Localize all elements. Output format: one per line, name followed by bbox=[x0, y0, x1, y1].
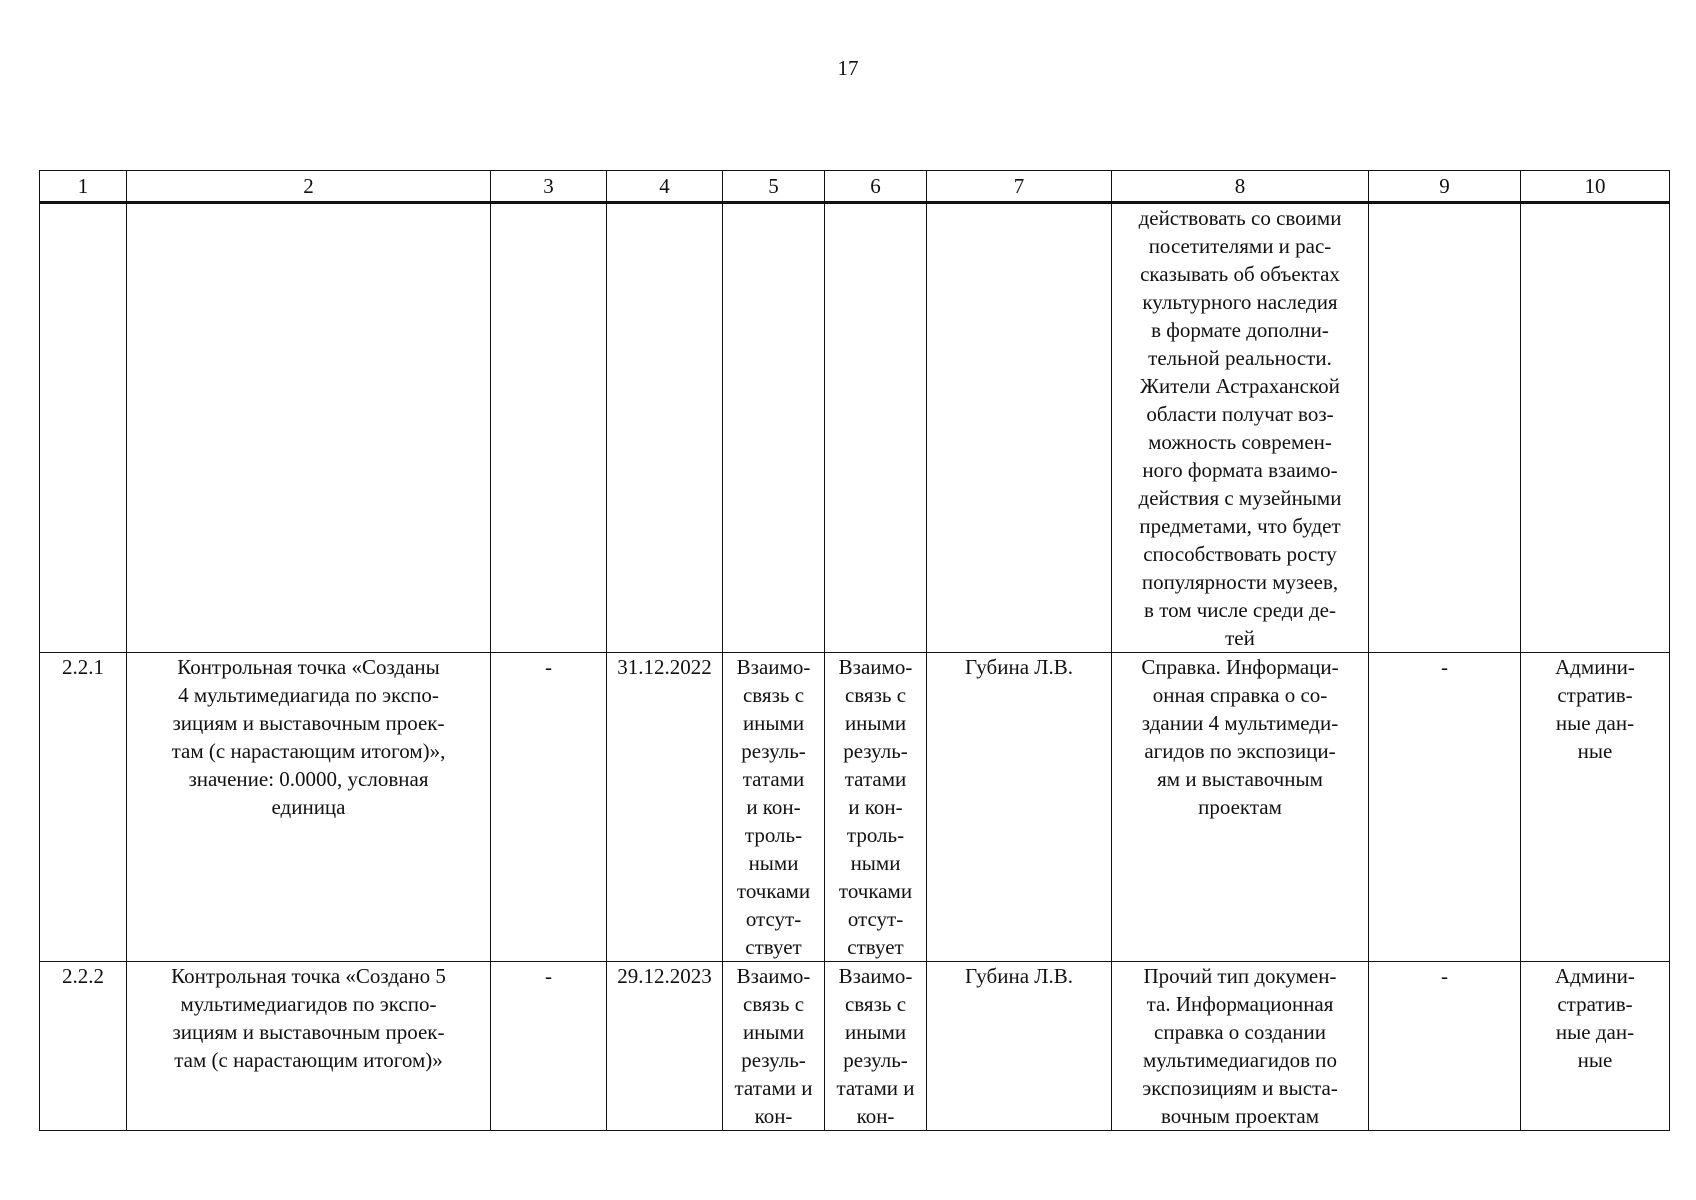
cell-date bbox=[607, 203, 723, 653]
cell-col3: - bbox=[491, 653, 607, 962]
cell-source: Админи- стратив- ные дан- ные bbox=[1521, 653, 1670, 962]
cell-number: 2.2.1 bbox=[40, 653, 127, 962]
cell-responsible: Губина Л.В. bbox=[927, 962, 1112, 1131]
cell-col3: - bbox=[491, 962, 607, 1131]
cell-col9 bbox=[1369, 203, 1521, 653]
cell-source bbox=[1521, 203, 1670, 653]
cell-col6 bbox=[825, 203, 927, 653]
table-row bbox=[40, 653, 1670, 962]
cell-col9: - bbox=[1369, 653, 1521, 962]
header-col-9: 9 bbox=[1369, 171, 1521, 203]
cell-description: Контрольная точка «Созданы 4 мультимедиагида по экспо- зициям и выставочным проек- там (с нарастающим итогом)», значение: 0.0000, условная единица bbox=[127, 653, 491, 962]
cell-date: 31.12.2022 bbox=[607, 653, 723, 962]
cell-description: Контрольная точка «Создано 5 мультимедиагидов по экспо- зициям и выставочным проек- там (с нарастающим итогом)» bbox=[127, 962, 491, 1131]
table-header-row bbox=[40, 171, 1670, 203]
cell-number bbox=[40, 203, 127, 653]
cell-document: действовать со своими посетителями и рас- сказывать об объектах культурного наследия в формате дополни- тельной реальности. Жители Астраханской области получат воз- можность современ- ного формата взаимо- действия с музейными предметами, что будет способствовать росту популярности музеев, в том числе среди де- тей bbox=[1112, 203, 1369, 653]
document-table bbox=[39, 170, 1670, 1131]
cell-col9: - bbox=[1369, 962, 1521, 1131]
cell-description bbox=[127, 203, 491, 653]
cell-col3 bbox=[491, 203, 607, 653]
cell-col6: Взаимо- связь с иными резуль- татами и кон- bbox=[825, 962, 927, 1131]
table-row bbox=[40, 962, 1670, 1131]
header-col-8: 8 bbox=[1112, 171, 1369, 203]
cell-col5: Взаимо- связь с иными резуль- татами и кон- троль- ными точками отсут- ствует bbox=[723, 653, 825, 962]
header-col-4: 4 bbox=[607, 171, 723, 203]
cell-date: 29.12.2023 bbox=[607, 962, 723, 1131]
header-col-5: 5 bbox=[723, 171, 825, 203]
table-row bbox=[40, 203, 1670, 653]
cell-source: Админи- стратив- ные дан- ные bbox=[1521, 962, 1670, 1131]
cell-responsible bbox=[927, 203, 1112, 653]
header-col-1: 1 bbox=[40, 171, 127, 203]
header-col-10: 10 bbox=[1521, 171, 1670, 203]
cell-responsible: Губина Л.В. bbox=[927, 653, 1112, 962]
cell-document: Справка. Информаци- онная справка о со- здании 4 мультимеди- агидов по экспозици- ям и выставочным проектам bbox=[1112, 653, 1369, 962]
header-col-7: 7 bbox=[927, 171, 1112, 203]
cell-col6: Взаимо- связь с иными резуль- татами и кон- троль- ными точками отсут- ствует bbox=[825, 653, 927, 962]
header-col-2: 2 bbox=[127, 171, 491, 203]
cell-document: Прочий тип докумен- та. Информационная справка о создании мультимедиагидов по экспозициям и выста- вочным проектам bbox=[1112, 962, 1369, 1131]
header-col-6: 6 bbox=[825, 171, 927, 203]
cell-col5: Взаимо- связь с иными резуль- татами и кон- bbox=[723, 962, 825, 1131]
header-col-3: 3 bbox=[491, 171, 607, 203]
cell-col5 bbox=[723, 203, 825, 653]
cell-number: 2.2.2 bbox=[40, 962, 127, 1131]
page-number: 17 bbox=[837, 56, 859, 80]
